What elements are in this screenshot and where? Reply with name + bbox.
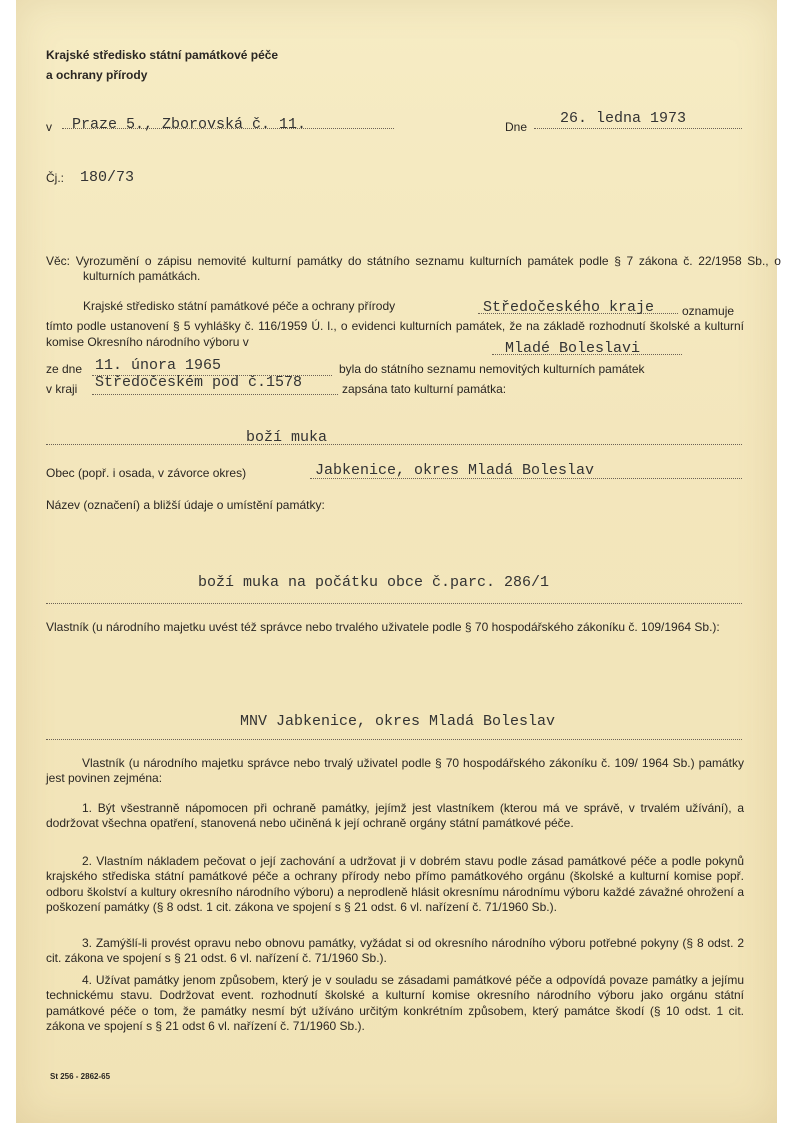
register-value: Středočeském pod č.1578 xyxy=(95,374,303,391)
ref-label: Čj.: xyxy=(46,171,64,185)
date-label: Dne xyxy=(505,120,528,134)
duty-item-1: 1. Být všestranně nápomocen při ochraně památky, jejímž jest vlastníkem (kterou má ve správě, v trvalém užívání), a dodržovat všechna opatření, stanovená nebo učiněná k její ochraně orgány státní památkové péče. xyxy=(46,801,744,831)
duty-item-4: 4. Užívat památky jenom způsobem, který je v souladu se zásadami památkové péče a odpovídá povaze památky a jejímu technickému stavu. Dodržovat event. rozhodnutí školské a kulturní komise okresního národního výboru jako orgánu státní památkové péče o tom, že památky nesmí být užíváno určitým konkrétním způsobem, který památce škodí (§ 10 odst. 1 cit. zákona ve spojení s § 21 odst 6 vl. nařízení č. 71/1960 Sb.). xyxy=(46,973,744,1033)
owner-label: Vlastník (u národního majetku uvést též správce nebo trvalého uživatele podle § 70 hospodářského zákoníku č. 109/1964 Sb.): xyxy=(46,620,720,634)
obec-label: Obec (popř. i osada, v závorce okres) xyxy=(46,466,247,480)
duty-item-2: 2. Vlastním nákladem pečovat o její zachování a udržovat ji v dobrém stavu podle zásad památkové péče a podle pokynů krajského střediska státní památkové péče a ochrany přírody nebo přímo památkového orgánu (školské a kulturní komise popř. odboru školství a kultury okresního národního výboru) a neprodleně hlásit okresnímu národnímu výboru každé závažné ohrožení a poškození památky (§ 8 odst. 1 cit. zákona ve spojení s § 21 odst. 6 vl. nařízení č. 71/1960 Sb.). xyxy=(46,854,744,914)
monument-name-dotted-line xyxy=(46,444,742,445)
monument-name-value: boží muka xyxy=(246,429,328,446)
decision-date-value: 11. února 1965 xyxy=(95,357,222,374)
subject-label: Věc: xyxy=(46,254,71,268)
nazev-value: boží muka na počátku obce č.parc. 286/1 xyxy=(198,574,550,591)
subject-paragraph xyxy=(46,254,781,285)
notice-text-part5: v kraji xyxy=(46,382,78,396)
ref-value: 180/73 xyxy=(80,169,135,186)
duties-intro: Vlastník (u národního majetku správce nebo trvalý uživatel podle § 70 hospodářského zákoníku č. 109/ 1964 Sb.) památky jest povinen zejména: xyxy=(46,756,744,786)
nazev-dotted-line xyxy=(46,603,742,604)
register-dotted-line xyxy=(92,394,338,395)
owner-value: MNV Jabkenice, okres Mladá Boleslav xyxy=(240,713,556,730)
institution-name-line1: Krajské středisko státní památkové péče xyxy=(46,48,279,62)
date-dotted-line xyxy=(534,128,742,129)
district-value: Mladé Boleslavi xyxy=(505,340,641,357)
print-code: St 256 - 2862-65 xyxy=(50,1072,111,1081)
place-value: Praze 5., Zborovská č. 11. xyxy=(72,116,307,133)
notice-text-part1: Krajské středisko státní památkové péče a ochrany přírody xyxy=(83,299,396,313)
region-value: Středočeského kraje xyxy=(483,299,655,316)
place-prefix: v xyxy=(46,120,52,134)
duty-item-3: 3. Zamýšlí-li provést opravu nebo obnovu památky, vyžádat si od okresního národního výboru potřebné pokyny (§ 8 odst. 2 cit. zákona ve spojení s § 21 odst. 6 vl. nařízení č. 71/1960 Sb.). xyxy=(46,936,744,966)
notice-text-part6: zapsána tato kulturní památka: xyxy=(342,382,507,396)
institution-name-line2: a ochrany přírody xyxy=(46,68,148,82)
notice-text-part3: ze dne xyxy=(46,362,83,376)
subject-text: Vyrozumění o zápisu nemovité kulturní památky do státního seznamu kulturních památek podle § 7 zákona č. 22/1958 Sb., o kulturních památkách. xyxy=(75,254,781,284)
notice-text-part4: byla do státního seznamu nemovitých kulturních památek xyxy=(339,362,645,376)
nazev-label: Název (označení) a bližší údaje o umístění památky: xyxy=(46,498,325,512)
date-value: 26. ledna 1973 xyxy=(560,110,687,127)
notice-text-part2: oznamuje tímto podle ustanovení § 5 vyhlášky č. 116/1959 Ú. l., o evidenci kulturních památek, že na základě rozhodnutí školské a kulturní komise Okresního národního výboru v xyxy=(46,304,744,349)
owner-dotted-line xyxy=(46,739,742,740)
obec-value: Jabkenice, okres Mladá Boleslav xyxy=(315,462,595,479)
